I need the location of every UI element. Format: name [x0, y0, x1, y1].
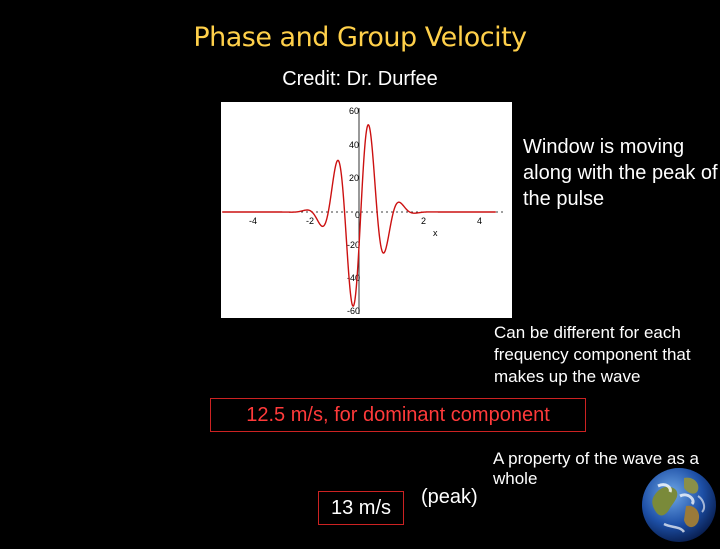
x-tick-label: -4 [249, 216, 258, 226]
x-axis-label: x [433, 228, 438, 238]
x-tick-labels [249, 216, 482, 238]
group-velocity-box [318, 491, 404, 525]
peak-annotation: (peak) [421, 486, 478, 508]
group-velocity-note: A property of the wave as a whole [493, 449, 700, 488]
plot-axes [231, 108, 506, 314]
phase-velocity-box [210, 398, 586, 432]
y-tick-label: 60 [349, 106, 360, 116]
y-tick-label: -60 [347, 306, 361, 316]
window-note: Window is moving along with the peak of the pulse [523, 136, 718, 210]
phase-velocity-value: 12.5 m/s, for dominant component [246, 403, 550, 426]
y-tick-label: 0 [355, 210, 361, 220]
frequency-note: Can be different for each frequency component that makes up the wave [494, 323, 691, 386]
slide-title: Phase and Group Velocity [193, 22, 527, 53]
x-tick-label: 4 [477, 216, 483, 226]
wave-packet-svg [221, 102, 512, 318]
credit-line: Credit: Dr. Durfee [282, 68, 438, 90]
wave-packet-plot [221, 102, 512, 318]
group-velocity-value: 13 m/s [330, 496, 392, 519]
y-tick-label: -20 [347, 240, 361, 250]
earth-globe-icon [640, 466, 718, 544]
x-tick-label: 2 [421, 216, 427, 226]
x-tick-label: -2 [306, 216, 315, 226]
y-tick-label: 20 [349, 173, 360, 183]
y-tick-label: 40 [349, 140, 360, 150]
y-tick-label: -40 [347, 273, 361, 283]
